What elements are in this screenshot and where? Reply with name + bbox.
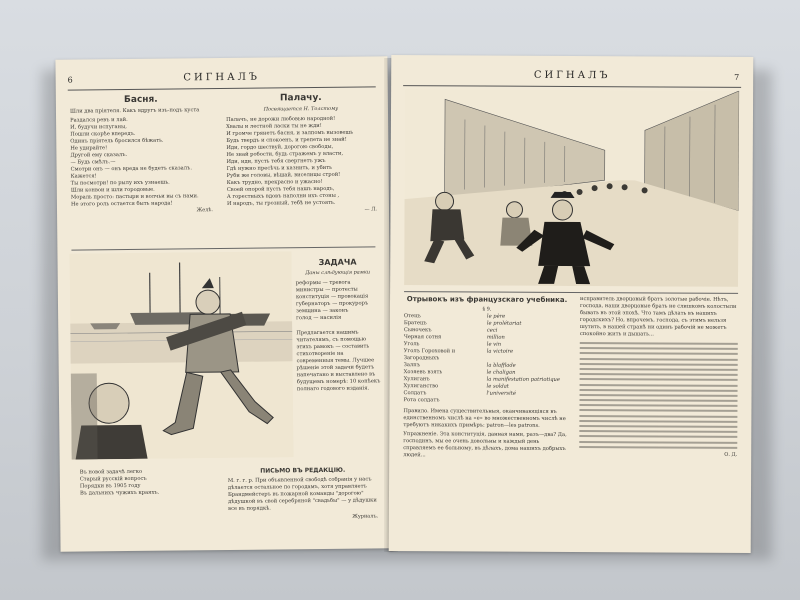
vocab-russian: Уголъ Гороховой и Загородныхъ <box>403 348 456 362</box>
fable-line: Раздался ревъ и лай. <box>70 116 128 124</box>
fable-line: И, будучи испуганы, <box>70 124 127 131</box>
executioner-signature: — Л. <box>364 206 378 213</box>
executioner-line: Гдѣ нужно пресѣчь и казнить, и убить <box>226 164 332 172</box>
executioner-line: Не знай робости, будь стражемъ у власти, <box>226 150 344 158</box>
executioner-column <box>226 92 377 215</box>
vocab-french: l'université <box>486 390 516 397</box>
task-item: земщина — законъ <box>296 307 349 315</box>
task-item: реформы — тревога <box>295 279 351 287</box>
fable-line: Смотри онъ — онъ вреда не будетъ сказалъ. <box>70 165 193 173</box>
fable-line: Мораль просто: пастыри и волчьи вы съ нами. <box>70 193 199 201</box>
vocab-french: le soldat <box>486 383 509 390</box>
letter-signature: Журналъ. <box>352 513 379 520</box>
vocab-russian: Сыночекъ <box>403 327 432 334</box>
fable-line: Кажется! <box>70 173 97 180</box>
illustration-caption <box>80 468 220 497</box>
executioner-line: Палачъ, не дорожи любовью народной! <box>226 115 336 123</box>
vocab-russian: Хозяевъ взять <box>403 369 443 376</box>
left-divider <box>71 246 375 250</box>
vocab-russian: Рота солдатъ <box>403 397 440 404</box>
task-item: министры — протесты <box>295 286 358 294</box>
vocab-russian: Отецъ <box>403 313 421 320</box>
task-item: губернаторъ — прокуроръ <box>295 300 369 308</box>
vocab-russian: Залпъ <box>403 362 421 369</box>
vocab-french: le prolétariat <box>486 320 522 327</box>
caricature-illustration <box>69 251 293 459</box>
vocab-row <box>404 348 570 363</box>
task-title: ЗАДАЧА <box>318 257 357 268</box>
vocab-french: le chaligan <box>486 369 516 376</box>
executioner-line: Будь твердъ и спокоенъ, и трепета не знай! <box>226 136 347 144</box>
fable-line: Одинъ пріятель бросился бѣжать. <box>70 137 164 145</box>
vocab-russian: Черная сотня <box>403 334 442 341</box>
caption-line: Въ новой задачѣ легко <box>79 468 143 476</box>
executioner-line: Иди, гордо шествуй, дорогою свободы, <box>226 143 334 151</box>
caption-line: Порядки въ 1905 году <box>79 482 141 490</box>
left-page-number: 6 <box>67 75 75 85</box>
second-text-column <box>579 296 738 459</box>
fable-signature: Желѣ. <box>196 207 214 214</box>
vocab-russian: Хулиганство <box>403 383 439 390</box>
right-page <box>389 55 754 553</box>
vocab-french: la victoire <box>486 348 514 355</box>
excerpt-exercise: Упражненіе. Эта конституція, данная нами, разъ—два? Да, господинъ, мы ее очень довольны и каждый день справляемъ ее больному, въ дѣлахъ, дома нашихъ добрыхъ людей... <box>403 431 567 459</box>
excerpt-rule: Правило. Имена существительныя, оканчивающіяся въ единственномъ числѣ на «е» во множественномъ числѣ не требуютъ никакихъ примѣръ: patron—les patrons. <box>403 408 566 429</box>
fable-line: Шли конвои и шли городовые. <box>70 186 155 194</box>
executioner-line: А горестныхъ вдовъ наполни ихъ стоны , <box>226 192 340 200</box>
letter-body: М. г. г. р. При объявленной свободѣ собранія у насъ дѣлается остальное по городамъ, хотя управляетъ Брандмейстеръ въ пожарной команды "дорогою" дѣдушкой въ свой серебряной "свадьбы" — у дѣдушки все въ порядкѣ. <box>227 476 377 512</box>
executioner-subtitle: Посвящается Н. Толстому <box>263 105 339 113</box>
right-page-header <box>403 69 741 88</box>
caption-lines <box>80 468 220 497</box>
left-header-title: СИГНАЛЪ <box>183 71 260 84</box>
vocab-russian: Братецъ <box>403 320 427 327</box>
vocab-row <box>403 397 569 405</box>
vocab-french <box>486 398 569 405</box>
right-header-title: СИГНАЛЪ <box>533 69 611 82</box>
vocab-russian: Уголь <box>403 341 420 348</box>
vocab-list <box>403 313 569 405</box>
executioner-lines <box>226 115 377 208</box>
right-page-number: 7 <box>734 72 742 82</box>
executioner-line: Руби же головы, вѣшай, виселицы строй! <box>226 171 341 179</box>
letter-title: ПИСЬМО ВЪ РЕДАКЦІЮ. <box>260 466 346 475</box>
executioner-line: Своей опорой пусть тебя нашъ народъ, <box>226 185 335 193</box>
executioner-title: Палачу. <box>279 92 322 104</box>
street-scene-illustration <box>404 89 739 287</box>
second-column-text: исправитель дворцовый братъ золотые рабочіе. Нѣтъ, господа, наши дворцовые брать не слишкомъ колостыли бывать въ этой эпохѣ. Что тамъ дѣлать въ нашихъ городскихъ? Но, впрочемъ, господа, съ этимъ нельзя шутить, в нашей странѣ ни одинъ рабочій не можетъ спокойно жить и дышать... <box>579 296 737 338</box>
fable-line: Другой ему сказалъ. <box>70 152 128 159</box>
task-items <box>296 279 380 322</box>
fable-line: Пошли скорѣе впередъ. <box>70 130 136 138</box>
task-body: Предлагается нашимъ читателямъ, съ помощью этихъ рамокъ — составить стихотвореніе на современныя темы. Лучшее рѣшеніе этой задачи будетъ напечатано и выставлено въ будущемъ номерѣ: 10 копѣекъ полнаго годового изданія. <box>296 329 381 393</box>
vocab-french: le père <box>486 313 506 320</box>
excerpt-title: Отрывокъ изъ французскаго учебника. <box>406 295 568 304</box>
caption-line: Старый русскій вопросъ <box>79 475 147 483</box>
executioner-line: И громче грянетъ басня, и залпомъ вызовешь <box>226 129 354 137</box>
fable-intro: Шли два пріятеля. Какъ вдругъ изъ-подъ куста <box>69 107 200 115</box>
excerpt-section: § 9. <box>482 306 492 313</box>
vocab-french: le vin <box>486 341 502 348</box>
vocab-russian: Хулиганъ <box>403 376 430 383</box>
executioner-line: Хвалы и лестной ласки ты не жди! <box>226 122 322 130</box>
fable-line: Не этого роль остается быть народа! <box>70 200 173 208</box>
fable-line: Не удирайте! <box>70 145 108 152</box>
caption-line: Въ дальнихъ чужихъ краяхъ. <box>79 489 160 497</box>
left-page <box>55 56 392 551</box>
excerpt-column <box>403 295 570 462</box>
fable-column <box>70 94 213 215</box>
fable-line: — Будь смѣлъ.— <box>70 159 116 166</box>
executioner-line: И народъ, ты грозный, тебѣ не устоять. <box>226 199 336 207</box>
letter-column <box>228 466 379 522</box>
vocab-french: la blafflade <box>486 362 516 369</box>
vocab-russian: Солдатъ <box>403 390 427 397</box>
left-page-header <box>68 70 376 90</box>
vocab-french: ceci <box>486 327 498 334</box>
task-subtitle: Даны слѣдующія рамки <box>305 269 371 277</box>
executioner-line: Иди, иди, пусть тебя свергнетъ ужъ <box>226 157 326 165</box>
fable-title: Басня. <box>123 94 158 106</box>
executioner-line: Какъ трудно, прекрасно и ужасно! <box>226 178 323 186</box>
vocab-french: million <box>486 334 505 341</box>
right-divider <box>404 291 738 294</box>
second-column-signature: О. Д. <box>724 451 738 458</box>
fable-line: Ты посмотри! по рылу ихъ узнаешь. <box>70 179 170 187</box>
vocab-french: la manifestation patriotique <box>486 376 560 383</box>
task-column <box>296 256 381 395</box>
task-item: голод — насилія <box>296 314 342 322</box>
fable-lines <box>70 116 213 208</box>
task-item: конституція — провокація <box>295 293 369 301</box>
